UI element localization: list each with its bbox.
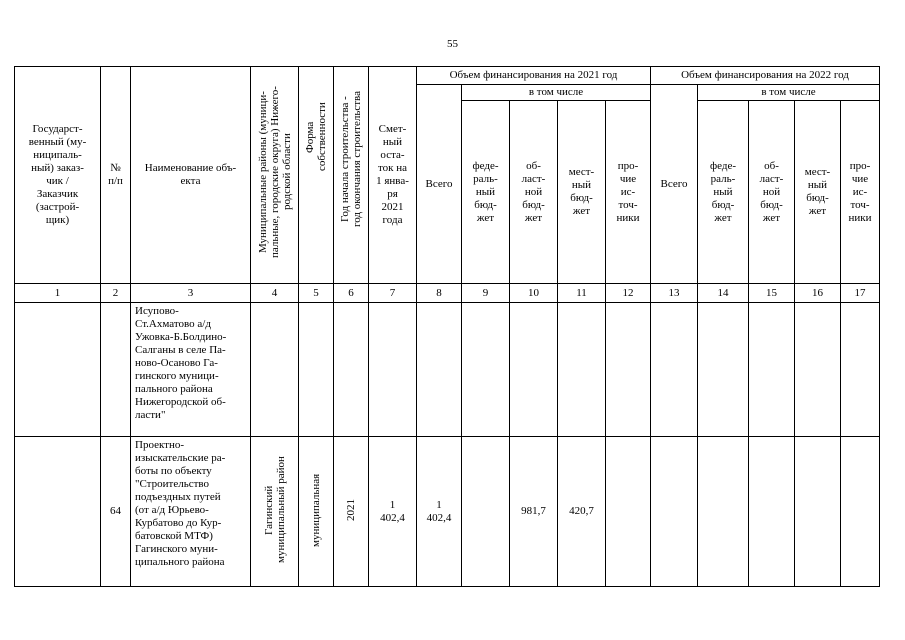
cell-ownership — [299, 303, 334, 437]
header-local-2021: мест- ный бюд- жет — [558, 101, 606, 284]
cell-other-2021 — [606, 303, 651, 437]
header-other-2021: про- чие ис- точ- ники — [606, 101, 651, 284]
header-customer: Государст- венный (му- ниципаль- ный) заказ- чик / Заказчик (застрой- щик) — [15, 67, 101, 284]
header-number: № п/п — [101, 67, 131, 284]
cell-total-2022 — [651, 303, 698, 437]
column-number: 5 — [299, 284, 334, 303]
cell-federal-2021 — [462, 437, 510, 587]
header-ownership: Форма собственности — [299, 67, 334, 284]
cell-total-2021: 1 402,4 — [417, 437, 462, 587]
header-total-2022: Всего — [651, 85, 698, 284]
cell-years: 2021 — [334, 437, 369, 587]
cell-district: Гагинский муниципальный район — [251, 437, 299, 587]
column-number: 2 — [101, 284, 131, 303]
cell-local-2022 — [795, 303, 841, 437]
column-number: 8 — [417, 284, 462, 303]
cell-object-name: Исупово- Ст.Ахматово а/д Ужовка-Б.Болдино- Салганы в селе Па- ново-Осаново Га- гинского муници- пального района Нижегородской об- ласти" — [131, 303, 251, 437]
column-number: 13 — [651, 284, 698, 303]
column-number: 14 — [698, 284, 749, 303]
cell-federal-2022 — [698, 303, 749, 437]
financing-table — [14, 66, 880, 587]
cell-customer — [15, 437, 101, 587]
header-other-2022: про- чие ис- точ- ники — [841, 101, 880, 284]
cell-other-2021 — [606, 437, 651, 587]
header-regional-2022: об- ласт- ной бюд- жет — [749, 101, 795, 284]
cell-federal-2021 — [462, 303, 510, 437]
column-number: 16 — [795, 284, 841, 303]
cell-regional-2021 — [510, 303, 558, 437]
table-row — [15, 437, 880, 587]
column-number: 4 — [251, 284, 299, 303]
cell-total-2022 — [651, 437, 698, 587]
cell-regional-2022 — [749, 437, 795, 587]
cell-federal-2022 — [698, 437, 749, 587]
cell-other-2022 — [841, 303, 880, 437]
column-number: 1 — [15, 284, 101, 303]
cell-local-2022 — [795, 437, 841, 587]
column-number: 6 — [334, 284, 369, 303]
cell-object-name: Проектно- изыскательские ра- боты по объекту "Строительство подъездных путей (от а/д Юрьево- Курбатово до Кур- батовской МТФ) Гагинского муни- ципального района — [131, 437, 251, 587]
cell-other-2022 — [841, 437, 880, 587]
header-federal-2021: федe- раль- ный бюд- жет — [462, 101, 510, 284]
column-number: 12 — [606, 284, 651, 303]
header-districts: Муниципальные районы (муници- пальные, городские округа) Нижего- родской области — [251, 67, 299, 284]
header-estimate-balance: Смет- ный оста- ток на 1 янва- ря 2021 года — [369, 67, 417, 284]
header-incl-2021: в том числе — [462, 85, 651, 101]
column-number: 10 — [510, 284, 558, 303]
column-number: 15 — [749, 284, 795, 303]
cell-district — [251, 303, 299, 437]
cell-number: 64 — [101, 437, 131, 587]
column-number-row — [15, 284, 880, 303]
cell-estimate: 1 402,4 — [369, 437, 417, 587]
cell-ownership: муниципальная — [299, 437, 334, 587]
column-number: 9 — [462, 284, 510, 303]
header-local-2022: мест- ный бюд- жет — [795, 101, 841, 284]
cell-total-2021 — [417, 303, 462, 437]
cell-estimate — [369, 303, 417, 437]
header-fin-2022: Объем финансирования на 2022 год — [651, 67, 880, 85]
page-number: 55 — [447, 38, 458, 50]
cell-customer — [15, 303, 101, 437]
cell-regional-2021: 981,7 — [510, 437, 558, 587]
column-number: 11 — [558, 284, 606, 303]
column-number: 7 — [369, 284, 417, 303]
column-number: 3 — [131, 284, 251, 303]
table-row — [15, 303, 880, 437]
cell-regional-2022 — [749, 303, 795, 437]
column-number: 17 — [841, 284, 880, 303]
cell-years — [334, 303, 369, 437]
cell-number — [101, 303, 131, 437]
header-object-name: Наименование объ- екта — [131, 67, 251, 284]
header-incl-2022: в том числе — [698, 85, 880, 101]
cell-local-2021 — [558, 303, 606, 437]
header-total-2021: Всего — [417, 85, 462, 284]
header-regional-2021: об- ласт- ной бюд- жет — [510, 101, 558, 284]
header-years: Год начала строительства - год окончания строительства — [334, 67, 369, 284]
cell-local-2021: 420,7 — [558, 437, 606, 587]
header-fin-2021: Объем финансирования на 2021 год — [417, 67, 651, 85]
header-federal-2022: федe- раль- ный бюд- жет — [698, 101, 749, 284]
